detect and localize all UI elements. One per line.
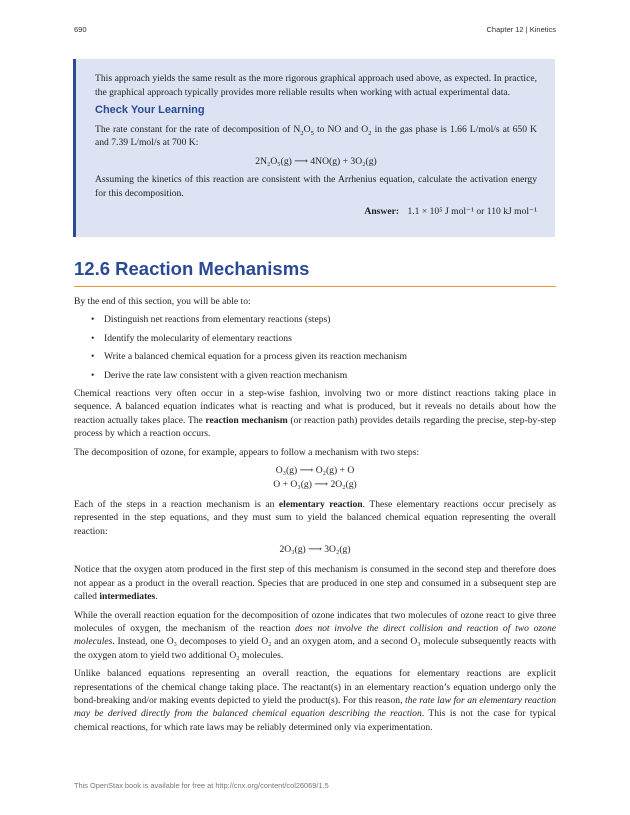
objectives-list <box>74 313 556 382</box>
paragraph: Each of the steps in a reaction mechanism is an elementary reaction. These elementary reactions occur precisely as represented in the step equations, and they must sum to yield the balanced chemical equation representing the overall reaction: <box>74 499 556 537</box>
paragraph: While the overall reaction equation for the decomposition of ozone indicates that two molecules of ozone react to give three molecules of oxygen, the mechanism of the reaction does not involve the direct collision and reaction of two ozone molecules. Instead, one O₃ decomposes to yield O₂ and an oxygen atom, and a second O₃ molecule subsequently reacts with the oxygen atom to yield two additional O₂ molecules. <box>74 609 556 661</box>
answer-value: 1.1 × 10⁵ J mol⁻¹ or 110 kJ mol⁻¹ <box>407 206 537 217</box>
answer <box>95 205 537 219</box>
paragraph: Unlike balanced equations representing an overall reaction, the equations for elementary reactions are explicit representations of the chemical change taking place. The reactant(s) in an elementary reaction’s equation undergo only the bond-breaking and/or making events depicted to yield the product(s). For this reason, the rate law for an elementary reaction may be derived directly from the balanced chemical equation describing the reaction. This is not the case for typical chemical reactions, for which rate laws may be reliably determined only via experimentation. <box>74 668 557 733</box>
decomposition-equation: 2N₂O₅(g) ⟶ 4NO(g) + 3O₂(g) <box>255 155 377 167</box>
list-item: • Write a balanced chemical equation for a process given its reaction mechanism <box>104 350 556 363</box>
page-number: 690 <box>74 25 87 34</box>
question-text: The rate constant for the rate of decomposition of $N_2O_5$ to NO and $O_2$ in the gas phase is 1.66 L/mol/s at 650 K and 7.39 L/mol/s at 700 K: <box>95 123 537 148</box>
section-title: 12.6 Reaction Mechanisms <box>74 258 556 287</box>
footer-text: This OpenStax book is available for free at http://cnx.org/content/col26069/1.5 <box>74 781 329 790</box>
list-item: • Distinguish net reactions from elementary reactions (steps) <box>104 313 556 326</box>
list-item: • Derive the rate law consistent with a given reaction mechanism <box>104 369 556 382</box>
paragraph: Chemical reactions very often occur in a step-wise fashion, involving two or more distinct reactions taking place in sequence. A balanced equation indicates what is reacting and what is produced, but it reveals no details about how the reaction actually takes place. The reaction mechanism (or reaction path) provides details regarding the precise, step-by-step process by which a reaction occurs. <box>74 388 557 440</box>
section-body <box>74 295 556 739</box>
answer-label: Answer: <box>364 206 400 217</box>
example-box <box>73 59 555 237</box>
chapter-header: Chapter 12 | Kinetics <box>486 25 556 34</box>
paragraph: Notice that the oxygen atom produced in the first step of this mechanism is consumed in the second step and therefore does not appear as a product in the overall reaction. Species that are produced in one step and consumed in a subsequent step are called intermediates. <box>74 564 556 603</box>
paragraph: The decomposition of ozone, for example, appears to follow a mechanism with two steps: <box>74 446 420 458</box>
check-your-learning-title: Check Your Learning <box>95 104 205 116</box>
list-item: • Identify the molecularity of elementary reactions <box>104 332 556 345</box>
overall-equation: 2O₃(g) ⟶ 3O₂(g) <box>279 544 351 556</box>
objectives-intro: By the end of this section, you will be able to: <box>74 296 251 307</box>
equation-step-2: O + O₃(g) ⟶ 2O₂(g) <box>273 479 357 491</box>
box-intro: This approach yields the same result as the more rigorous graphical approach used above, as expected. In practice, the graphical approach typically provides more reliable results when working with actual experimental data. <box>95 73 537 98</box>
equation-step-1: O₃(g) ⟶ O₂(g) + O <box>275 465 355 477</box>
ozone-mechanism-equations <box>74 464 556 492</box>
question-text-2: Assuming the kinetics of this reaction are consistent with the Arrhenius equation, calculate the activation energy for this decomposition. <box>95 174 537 199</box>
